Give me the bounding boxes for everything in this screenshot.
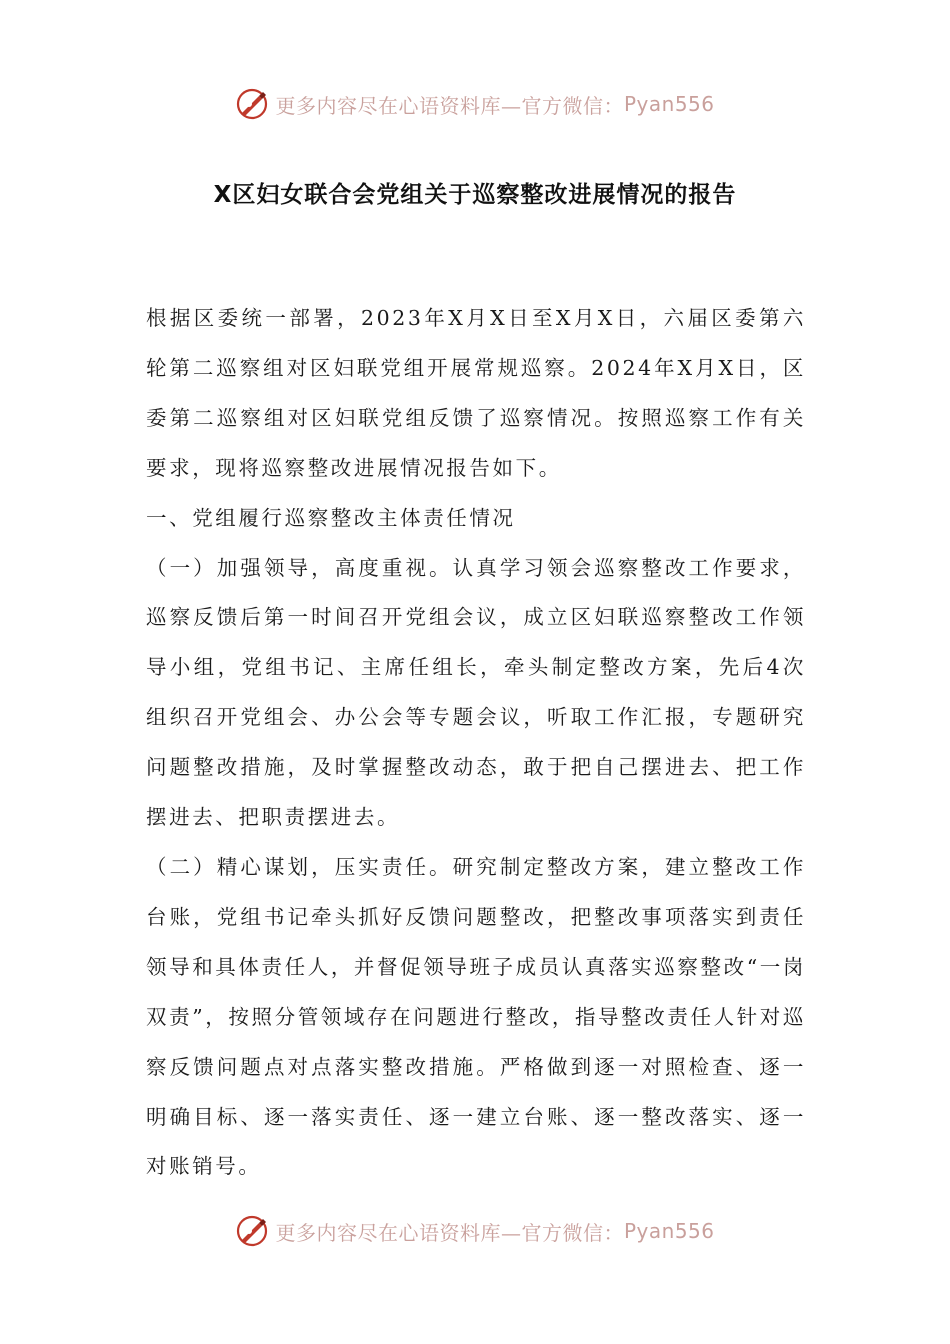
pen-logo-icon bbox=[235, 1214, 269, 1248]
watermark-wechat-id: Pyan556 bbox=[623, 1219, 715, 1243]
document-body bbox=[146, 294, 806, 1192]
section-heading-1: 一、党组履行巡察整改主体责任情况 bbox=[146, 505, 516, 530]
intro-paragraph: 根据区委统一部署，2023年X月X日至X月X日，六届区委第六轮第二巡察组对区妇联党组开展常规巡察。2024年X月X日，区委第二巡察组对区妇联党组反馈了巡察情况。按照巡察工作有关要求，现将巡察整改进展情况报告如下。 bbox=[146, 306, 806, 480]
watermark-wechat-id: Pyan556 bbox=[623, 92, 715, 116]
header-watermark bbox=[0, 84, 950, 124]
watermark-text: 更多内容尽在心语资料库—官方微信： bbox=[275, 1220, 624, 1245]
footer-watermark bbox=[0, 1211, 950, 1251]
subsection-paragraph-2: （二）精心谋划，压实责任。研究制定整改方案，建立整改工作台账，党组书记牵头抓好反馈问题整改，把整改事项落实到责任领导和具体责任人，并督促领导班子成员认真落实巡察整改“一岗双责”，按照分管领域存在问题进行整改，指导整改责任人针对巡察反馈问题点对点落实整改措施。严格做到逐一对照检查、逐一明确目标、逐一落实责任、逐一建立台账、逐一整改落实、逐一对账销号。 bbox=[146, 854, 806, 1179]
subsection-paragraph-1: （一）加强领导，高度重视。认真学习领会巡察整改工作要求，巡察反馈后第一时间召开党组会议，成立区妇联巡察整改工作领导小组，党组书记、主席任组长，牵头制定整改方案，先后4次组织召开党组会、办公会等专题会议，听取工作汇报，专题研究问题整改措施，及时掌握整改动态，敢于把自己摆进去、把工作摆进去、把职责摆进去。 bbox=[146, 555, 806, 830]
document-title: X区妇女联合会党组关于巡察整改进展情况的报告 bbox=[213, 182, 737, 208]
pen-logo-icon bbox=[235, 87, 269, 121]
watermark-text: 更多内容尽在心语资料库—官方微信： bbox=[275, 93, 624, 118]
